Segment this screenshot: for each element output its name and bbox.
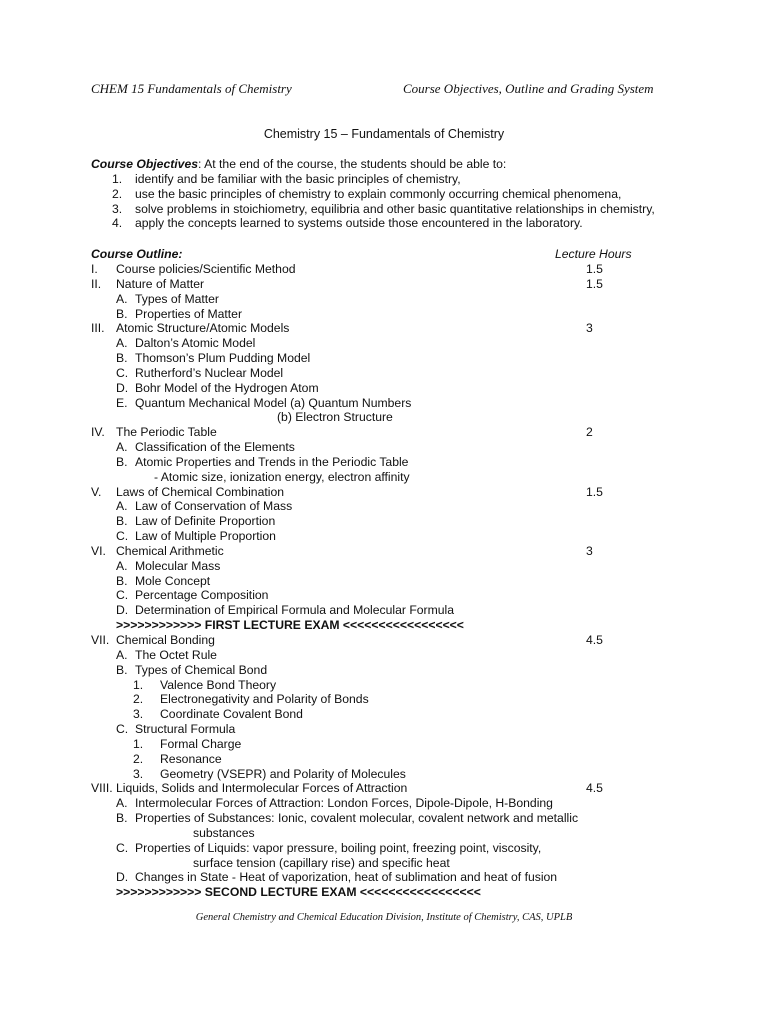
outline-item-text: The Periodic Table xyxy=(116,425,217,440)
outline-item-number: B. xyxy=(116,662,128,677)
page-title: Chemistry 15 – Fundamentals of Chemistry xyxy=(263,127,505,141)
outline-item-text: Chemical Arithmetic xyxy=(116,543,224,558)
lecture-hours-value: 2 xyxy=(586,425,593,440)
exam-marker: >>>>>>>>>>>> SECOND LECTURE EXAM <<<<<<<<<<<<<<<<< xyxy=(116,885,481,900)
outline-item-text: Law of Definite Proportion xyxy=(135,514,276,529)
outline-item-text: Determination of Empirical Formula and Molecular Formula xyxy=(135,603,455,618)
outline-item-number: VII. xyxy=(91,633,110,647)
outline-item-number: B. xyxy=(116,811,128,826)
outline-item-number: B. xyxy=(116,306,128,321)
outline-item-text: Coordinate Covalent Bond xyxy=(160,707,303,722)
outline-item-text: Geometry (VSEPR) and Polarity of Molecules xyxy=(160,766,406,781)
outline-item-text: Percentage Composition xyxy=(135,588,269,603)
outline-heading: Course Outline: xyxy=(91,247,183,261)
outline-item-number: A. xyxy=(116,558,128,573)
outline-item-number: IV. xyxy=(91,425,105,440)
outline-item-text: Course policies/Scientific Method xyxy=(116,262,296,276)
outline-item-text: Resonance xyxy=(160,751,222,766)
outline-item-number: D. xyxy=(116,603,129,618)
outline-item-text: Liquids, Solids and Intermolecular Forces of Attraction xyxy=(116,781,408,796)
outline-item-number: 2. xyxy=(133,692,144,707)
lecture-hours-value: 1.5 xyxy=(586,484,603,499)
outline-item-number: B. xyxy=(116,514,128,529)
outline-item-text: The Octet Rule xyxy=(135,647,217,662)
outline-item-text: Intermolecular Forces of Attraction: London Forces, Dipole-Dipole, H-Bonding xyxy=(135,796,553,811)
objective-text: solve problems in stoichiometry, equilibria and other basic quantitative relationships in chemistry, xyxy=(135,201,655,216)
lecture-hours-value: 3 xyxy=(586,543,593,558)
outline-item-number: B. xyxy=(116,454,128,469)
outline-item-text: Properties of Substances: Ionic, covalent molecular, covalent network and metallic xyxy=(135,811,579,826)
outline-item-number: C. xyxy=(116,365,129,380)
outline-item-number: A. xyxy=(116,499,128,514)
outline-item-text: Nature of Matter xyxy=(116,276,205,291)
outline-item-text: Types of Matter xyxy=(135,291,219,306)
outline-item-number: 2. xyxy=(133,751,144,766)
outline-item-number: C. xyxy=(116,840,129,855)
objective-text: use the basic principles of chemistry to explain commonly occurring chemical phenomena, xyxy=(135,186,622,201)
objectives-heading xyxy=(91,157,506,171)
outline-item-text: Rutherford’s Nuclear Model xyxy=(135,365,284,380)
outline-item-number: I. xyxy=(91,262,98,276)
objective-text: identify and be familiar with the basic principles of chemistry, xyxy=(135,172,461,186)
outline-item-text: Changes in State - Heat of vaporization, heat of sublimation and heat of fusion xyxy=(135,870,558,885)
outline-item-number: 3. xyxy=(133,707,144,722)
lecture-hours-header: Lecture Hours xyxy=(555,247,632,261)
header-course-code: CHEM 15 Fundamentals of Chemistry xyxy=(91,81,292,96)
outline-item-number: C. xyxy=(116,722,129,737)
outline-item-number: III. xyxy=(91,321,105,336)
outline-item-text: Laws of Chemical Combination xyxy=(116,484,284,499)
outline-item-number: 3. xyxy=(133,766,144,781)
outline-item-text: Electronegativity and Polarity of Bonds xyxy=(160,692,369,707)
outline-item-number: A. xyxy=(116,336,128,351)
outline-item-text: Chemical Bonding xyxy=(116,633,215,647)
outline-item-text: Law of Multiple Proportion xyxy=(135,529,276,544)
objectives-label: Course Objectives xyxy=(91,157,199,171)
header-section-title: Course Objectives, Outline and Grading System xyxy=(403,81,654,96)
lecture-hours-value: 4.5 xyxy=(586,633,603,647)
outline-item-text: Mole Concept xyxy=(135,573,211,588)
outline-item-text: Molecular Mass xyxy=(135,558,221,573)
outline-item-number: 1. xyxy=(133,736,144,751)
outline-item-number: VIII. xyxy=(91,781,113,796)
outline-item-number: 1. xyxy=(133,677,144,692)
outline-item-text: substances xyxy=(193,825,255,840)
outline-item-text: Quantum Mechanical Model (a) Quantum Numbers xyxy=(135,395,412,410)
objective-number: 2. xyxy=(112,186,123,201)
outline-item-text: Properties of Liquids: vapor pressure, boiling point, freezing point, viscosity, xyxy=(135,840,542,855)
objective-text: apply the concepts learned to systems outside those encountered in the laboratory. xyxy=(135,216,583,231)
exam-marker: >>>>>>>>>>>> FIRST LECTURE EXAM <<<<<<<<<<<<<<<<< xyxy=(116,618,464,633)
outline-item-number: A. xyxy=(116,647,128,662)
outline-item-number: A. xyxy=(116,440,128,455)
outline-item-text: Classification of the Elements xyxy=(135,440,295,455)
outline-item-number: D. xyxy=(116,870,129,885)
outline-item-text: (b) Electron Structure xyxy=(277,410,393,425)
outline-item-number: VI. xyxy=(91,543,106,558)
outline-item-number: A. xyxy=(116,291,128,306)
outline-item-text: Valence Bond Theory xyxy=(160,677,277,692)
outline-item-text: Thomson’s Plum Pudding Model xyxy=(135,351,311,366)
outline-item-number: B. xyxy=(116,351,128,366)
outline-item-text: Atomic Structure/Atomic Models xyxy=(116,321,290,336)
lecture-hours-value: 3 xyxy=(586,321,593,336)
outline-item-number: E. xyxy=(116,395,128,410)
outline-item-number: C. xyxy=(116,588,129,603)
outline-item-text: Law of Conservation of Mass xyxy=(135,499,293,514)
outline-item-text: - Atomic size, ionization energy, electron affinity xyxy=(154,469,410,484)
outline-item-text: Structural Formula xyxy=(135,722,236,737)
outline-item-text: Dalton’s Atomic Model xyxy=(135,336,256,351)
outline-item-number: D. xyxy=(116,380,129,395)
outline-item-text: Bohr Model of the Hydrogen Atom xyxy=(135,380,319,395)
outline-item-number: C. xyxy=(116,529,129,544)
outline-item-text: Properties of Matter xyxy=(135,306,243,321)
outline-item-text: surface tension (capillary rise) and specific heat xyxy=(193,855,450,870)
outline-item-number: B. xyxy=(116,573,128,588)
lecture-hours-value: 1.5 xyxy=(586,276,603,291)
outline-item-text: Atomic Properties and Trends in the Periodic Table xyxy=(135,454,409,469)
outline-item-number: II. xyxy=(91,276,102,291)
objective-number: 3. xyxy=(112,201,123,216)
lecture-hours-value: 4.5 xyxy=(586,781,603,796)
outline-item-text: Types of Chemical Bond xyxy=(135,662,268,677)
objectives-intro: : At the end of the course, the students should be able to: xyxy=(198,157,507,171)
objective-number: 1. xyxy=(112,172,123,186)
page-footer: General Chemistry and Chemical Education Division, Institute of Chemistry, CAS, UPLB xyxy=(195,912,573,923)
outline-item-text: Formal Charge xyxy=(160,736,242,751)
objective-number: 4. xyxy=(112,216,123,231)
outline-item-number: V. xyxy=(91,484,102,499)
outline-item-number: A. xyxy=(116,796,128,811)
lecture-hours-value: 1.5 xyxy=(586,262,603,276)
